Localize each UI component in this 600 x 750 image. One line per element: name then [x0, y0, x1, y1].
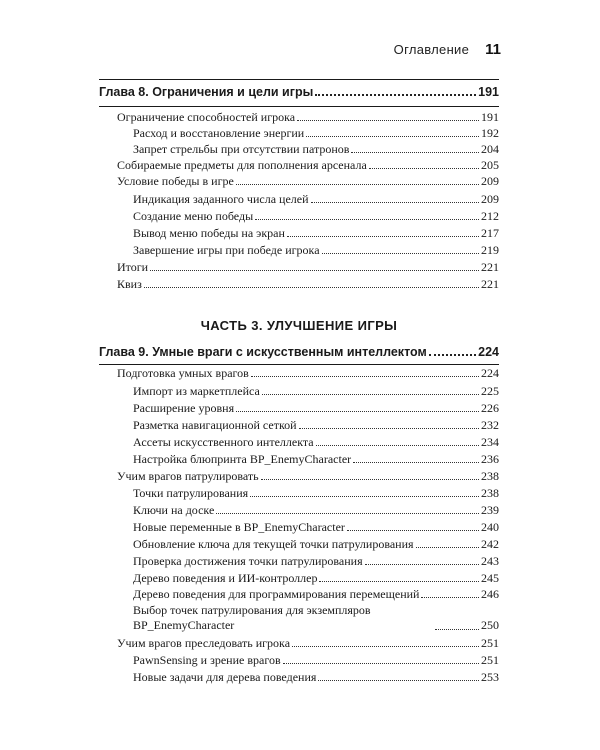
- entry-page: 250: [481, 618, 499, 632]
- toc-entry[interactable]: [99, 366, 499, 381]
- toc-entry[interactable]: [99, 636, 499, 651]
- toc-entry[interactable]: [99, 435, 499, 450]
- entry-page: 238: [481, 486, 499, 500]
- entry-title: Создание меню победы: [133, 209, 254, 223]
- dot-leader: [261, 479, 479, 480]
- entry-title: Дерево поведения для программирования перемещений: [133, 587, 420, 601]
- entry-page: 234: [481, 435, 499, 449]
- toc-entry[interactable]: [99, 520, 499, 535]
- entry-page: 221: [481, 277, 499, 291]
- entry-title: Индикация заданного числа целей: [133, 192, 309, 206]
- entry-title: Подготовка умных врагов: [117, 366, 249, 380]
- dot-leader: [283, 663, 479, 664]
- entry-page: 225: [481, 384, 499, 398]
- toc-entry[interactable]: [99, 469, 499, 484]
- dot-leader: [369, 168, 479, 169]
- dot-leader: [255, 219, 479, 220]
- entry-title: PawnSensing и зрение врагов: [133, 653, 281, 667]
- entry-page: 192: [481, 126, 499, 140]
- dot-leader: [435, 629, 479, 630]
- entry-page: 243: [481, 554, 499, 568]
- entry-page: 219: [481, 243, 499, 257]
- entry-page: 224: [481, 366, 499, 380]
- entry-title: Дерево поведения и ИИ-контроллер: [133, 571, 318, 585]
- dot-leader: [287, 236, 479, 237]
- entry-title: Настройка блюпринта BP_EnemyCharacter: [133, 452, 352, 466]
- table-of-contents: [99, 0, 499, 750]
- entry-title: Ограничение способностей игрока: [117, 110, 296, 124]
- entry-title: Завершение игры при победе игрока: [133, 243, 320, 257]
- dot-leader: [311, 202, 480, 203]
- entry-title: Обновление ключа для текущей точки патрулирования: [133, 537, 414, 551]
- entry-page: 242: [481, 537, 499, 551]
- entry-title: Ассеты искусственного интеллекта: [133, 435, 314, 449]
- entry-page: 205: [481, 158, 499, 172]
- entry-title: Собираемые предметы для пополнения арсенала: [117, 158, 367, 172]
- dot-leader: [306, 136, 479, 137]
- dot-leader: [144, 287, 479, 288]
- dot-leader: [299, 428, 479, 429]
- dot-leader: [292, 646, 479, 647]
- toc-entry[interactable]: [99, 277, 499, 292]
- entry-title: Новые задачи для дерева поведения: [133, 670, 317, 684]
- chapter-rule: [99, 364, 499, 365]
- dot-leader: [316, 445, 479, 446]
- entry-title: Учим врагов преследовать игрока: [117, 636, 291, 650]
- dot-leader: [236, 411, 479, 412]
- dot-leader: [429, 354, 476, 356]
- entry-title: Итоги: [117, 260, 149, 274]
- entry-page: 209: [481, 174, 499, 188]
- entry-page: 251: [481, 653, 499, 667]
- chapter-rule: [99, 106, 499, 107]
- entry-title: Расход и восстановление энергии: [133, 126, 305, 140]
- toc-entry[interactable]: [99, 243, 499, 258]
- dot-leader: [251, 376, 479, 377]
- toc-entry[interactable]: [99, 174, 499, 189]
- entry-page: 245: [481, 571, 499, 585]
- entry-title: Условие победы в игре: [117, 174, 234, 188]
- toc-entry[interactable]: [99, 158, 499, 173]
- toc-entry[interactable]: [99, 587, 499, 602]
- entry-page: 226: [481, 401, 499, 415]
- toc-entry[interactable]: [99, 110, 499, 125]
- entry-title: Разметка навигационной сеткой: [133, 418, 297, 432]
- dot-leader: [421, 597, 479, 598]
- entry-page: 251: [481, 636, 499, 650]
- running-head-page-number: 11: [485, 41, 501, 58]
- entry-page: 236: [481, 452, 499, 466]
- toc-entry[interactable]: [99, 126, 499, 141]
- toc-entry[interactable]: [99, 142, 499, 157]
- entry-page: 212: [481, 209, 499, 223]
- running-head-title: Оглавление: [393, 42, 470, 57]
- toc-entry[interactable]: [99, 209, 499, 224]
- toc-entry[interactable]: [99, 653, 499, 668]
- toc-entry[interactable]: [99, 571, 499, 586]
- entry-page: 204: [481, 142, 499, 156]
- entry-title: Новые переменные в BP_EnemyCharacter: [133, 520, 345, 534]
- dot-leader: [250, 496, 479, 497]
- dot-leader: [236, 184, 479, 185]
- toc-entry[interactable]: [99, 670, 499, 685]
- dot-leader: [319, 581, 479, 582]
- toc-entry[interactable]: [99, 418, 499, 433]
- chapter-page: 191: [478, 85, 499, 99]
- entry-page: 191: [481, 110, 499, 124]
- dot-leader: [315, 94, 476, 96]
- dot-leader: [318, 680, 479, 681]
- dot-leader: [150, 270, 479, 271]
- dot-leader: [297, 120, 479, 121]
- toc-entry[interactable]: [99, 401, 499, 416]
- dot-leader: [416, 547, 479, 548]
- toc-entry[interactable]: [99, 603, 499, 633]
- entry-title: Учим врагов патрулировать: [117, 469, 259, 483]
- toc-entry[interactable]: [99, 537, 499, 552]
- entry-page: 217: [481, 226, 499, 240]
- toc-entry[interactable]: [99, 554, 499, 569]
- entry-page: 240: [481, 520, 499, 534]
- entry-page: 253: [481, 670, 499, 684]
- dot-leader: [353, 462, 479, 463]
- toc-entry[interactable]: [99, 486, 499, 501]
- dot-leader: [216, 513, 479, 514]
- dot-leader: [262, 394, 479, 395]
- entry-page: 221: [481, 260, 499, 274]
- chapter-page: 224: [478, 345, 499, 359]
- toc-entry[interactable]: [99, 452, 499, 467]
- entry-title: Вывод меню победы на экран: [133, 226, 285, 240]
- toc-chapter-8[interactable]: [99, 85, 499, 100]
- dot-leader: [347, 530, 479, 531]
- chapter-title: Глава 8. Ограничения и цели игры: [99, 85, 314, 99]
- toc-entry[interactable]: [99, 260, 499, 275]
- entry-title: Выбор точек патрулирования для экземпляров BP_EnemyCharacter: [133, 603, 371, 632]
- dot-leader: [322, 253, 479, 254]
- entry-title: Квиз: [117, 277, 142, 291]
- toc-chapter-9[interactable]: [99, 345, 499, 360]
- entry-title: Точки патрулирования: [133, 486, 249, 500]
- toc-entry[interactable]: [99, 192, 499, 207]
- entry-title: Запрет стрельбы при отсутствии патронов: [133, 142, 350, 156]
- entry-page: 232: [481, 418, 499, 432]
- chapter-title: Глава 9. Умные враги с искусственным интеллектом: [99, 345, 427, 359]
- entry-title: Расширение уровня: [133, 401, 235, 415]
- dot-leader: [351, 152, 479, 153]
- entry-title: Импорт из маркетплейса: [133, 384, 260, 398]
- part-heading: ЧАСТЬ 3. УЛУЧШЕНИЕ ИГРЫ: [200, 318, 398, 333]
- toc-entry[interactable]: [99, 384, 499, 399]
- toc-entry[interactable]: [99, 226, 499, 241]
- entry-title: Ключи на доске: [133, 503, 215, 517]
- dot-leader: [365, 564, 479, 565]
- entry-page: 239: [481, 503, 499, 517]
- toc-entry[interactable]: [99, 503, 499, 518]
- entry-page: 209: [481, 192, 499, 206]
- entry-title: Проверка достижения точки патрулирования: [133, 554, 363, 568]
- entry-page: 246: [481, 587, 499, 601]
- entry-page: 238: [481, 469, 499, 483]
